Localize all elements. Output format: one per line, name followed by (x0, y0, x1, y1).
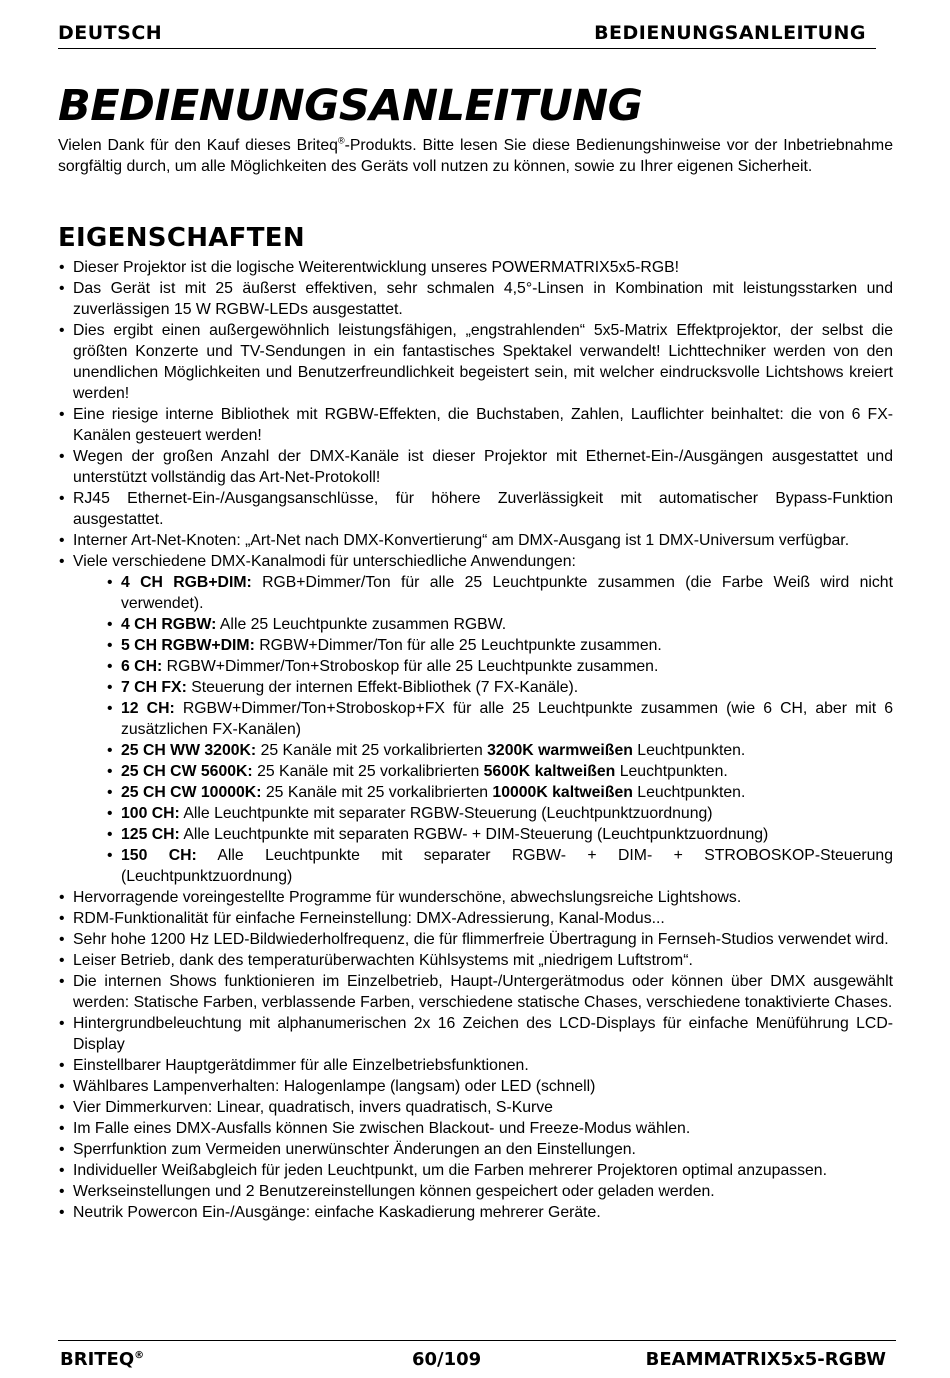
dmx-mode-description: Alle 25 Leuchtpunkte zusammen RGBW. (216, 616, 507, 633)
dmx-mode-description: RGBW+Dimmer/Ton für alle 25 Leuchtpunkte zusammen. (254, 637, 662, 654)
feature-item: • Individueller Weißabgleich für jeden Leuchtpunkt, um die Farben mehrerer Projektoren optimal anzupassen. (58, 1160, 893, 1181)
page-header (58, 22, 876, 49)
feature-item-modes (58, 551, 893, 887)
header-language: DEUTSCH (58, 22, 163, 44)
feature-item: • Leiser Betrieb, dank des temperaturüberwachten Kühlsystems mit „niedrigem Luftstrom“. (58, 950, 893, 971)
dmx-mode-description-end: Leuchtpunkten. (615, 763, 728, 780)
registered-mark: ® (134, 1350, 145, 1361)
dmx-mode-item (107, 761, 893, 782)
dmx-mode-description: 25 Kanäle mit 25 vorkalibrierten (256, 742, 488, 759)
page-footer (58, 1340, 896, 1371)
feature-item: • Vier Dimmerkurven: Linear, quadratisch, invers quadratisch, S-Kurve (58, 1097, 893, 1118)
feature-item: • Interner Art-Net-Knoten: „Art-Net nach DMX-Konvertierung“ am DMX-Ausgang ist 1 DMX-Universum verfügbar. (58, 530, 893, 551)
dmx-mode-label: 4 CH RGBW: (121, 616, 217, 633)
feature-item: • Wegen der großen Anzahl der DMX-Kanäle ist dieser Projektor mit Ethernet-Ein-/Ausgängen ausgestattet und unterstützt vollständig das Art-Net-Protokoll! (58, 446, 893, 488)
dmx-mode-item (107, 845, 893, 887)
page-number: 60/109 (412, 1349, 482, 1370)
footer-brand (60, 1349, 144, 1370)
feature-item: • Wählbares Lampenverhalten: Halogenlampe (langsam) oder LED (schnell) (58, 1076, 893, 1097)
feature-item: • Neutrik Powercon Ein-/Ausgänge: einfache Kaskadierung mehrerer Geräte. (58, 1202, 893, 1223)
dmx-mode-item (107, 782, 893, 803)
feature-item: • Sehr hohe 1200 Hz LED-Bildwiederholfrequenz, die für flimmerfreie Übertragung in Fernseh-Studios verwendet wird. (58, 929, 893, 950)
feature-item: • Dieser Projektor ist die logische Weiterentwicklung unseres POWERMATRIX5x5-RGB! (58, 257, 893, 278)
feature-item: • Eine riesige interne Bibliothek mit RGBW-Effekten, die Buchstaben, Zahlen, Lauflichter beinhaltet: die von 6 FX-Kanälen gesteuert werden! (58, 404, 893, 446)
dmx-mode-item (107, 677, 893, 698)
dmx-mode-label: 100 CH: (121, 805, 180, 822)
feature-item: • Einstellbarer Hauptgerätdimmer für alle Einzelbetriebsfunktionen. (58, 1055, 893, 1076)
dmx-mode-label: 6 CH: (121, 658, 163, 675)
feature-item: • Dies ergibt einen außergewöhnlich leistungsfähigen, „engstrahlenden“ 5x5-Matrix Effektprojektor, der selbst die größten Konzerte und TV-Sendungen in ein fantastisches Spektakel verwandelt! Lichttechniker werden von den unendlichen Möglichkeiten und Benutzerfreundlichkeit begeistert sein, mit welcher eindrucksvolle Lichtshows kreiert werden! (58, 320, 893, 404)
header-doc-type: BEDIENUNGSANLEITUNG (594, 22, 866, 44)
feature-item: • RDM-Funktionalität für einfache Ferneinstellung: DMX-Adressierung, Kanal-Modus... (58, 908, 893, 929)
dmx-mode-item (107, 824, 893, 845)
intro-text-start: Vielen Dank für den Kauf dieses Briteq (58, 137, 338, 154)
dmx-mode-description: Alle Leuchtpunkte mit separater RGBW- + DIM- + STROBOSKOP-Steuerung (Leuchtpunktzuordnung) (121, 847, 893, 885)
dmx-mode-highlight: 3200K warmweißen (487, 742, 633, 759)
dmx-mode-item (107, 803, 893, 824)
dmx-mode-description: 25 Kanäle mit 25 vorkalibrierten (261, 784, 493, 801)
dmx-mode-item (107, 635, 893, 656)
modes-intro: Viele verschiedene DMX-Kanalmodi für unterschiedliche Anwendungen: (73, 553, 576, 570)
feature-item: • Im Falle eines DMX-Ausfalls können Sie zwischen Blackout- und Freeze-Modus wählen. (58, 1118, 893, 1139)
intro-paragraph (58, 136, 893, 178)
dmx-mode-description: Steuerung der internen Effekt-Bibliothek (7 FX-Kanäle). (186, 679, 579, 696)
feature-item: • Hintergrundbeleuchtung mit alphanumerischen 2x 16 Zeichen des LCD-Displays für einfache Menüführung LCD-Display (58, 1013, 893, 1055)
dmx-mode-description: RGBW+Dimmer/Ton+Stroboskop+FX für alle 25 Leuchtpunkte zusammen (wie 6 CH, aber mit 6 zusätzlichen FX-Kanälen) (121, 700, 894, 738)
dmx-mode-label: 7 CH FX: (121, 679, 187, 696)
section-title: EIGENSCHAFTEN (58, 223, 305, 253)
dmx-mode-label: 125 CH: (121, 826, 180, 843)
dmx-mode-label: 25 CH CW 5600K: (121, 763, 253, 780)
registered-mark: ® (337, 135, 345, 146)
product-model: BEAMMATRIX5x5-RGBW (645, 1349, 886, 1370)
dmx-mode-highlight: 5600K kaltweißen (483, 763, 616, 780)
dmx-mode-description: Alle Leuchtpunkte mit separaten RGBW- + DIM-Steuerung (Leuchtpunktzuordnung) (179, 826, 769, 843)
feature-item: • Sperrfunktion zum Vermeiden unerwünschter Änderungen an den Einstellungen. (58, 1139, 893, 1160)
feature-item: • Die internen Shows funktionieren im Einzelbetrieb, Haupt-/Untergerätmodus oder können über DMX ausgewählt werden: Statische Farben, verblassende Farben, verschiedene statische Chases, verschiedene tonaktivierte Chases. (58, 971, 893, 1013)
dmx-mode-description: 25 Kanäle mit 25 vorkalibrierten (252, 763, 484, 780)
dmx-mode-item (107, 698, 893, 740)
dmx-modes-list (73, 572, 893, 887)
dmx-mode-description-end: Leuchtpunkten. (632, 784, 746, 801)
brand-name: BRITEQ (60, 1349, 135, 1370)
dmx-mode-label: 25 CH WW 3200K: (121, 742, 257, 759)
dmx-mode-item (107, 740, 893, 761)
dmx-mode-label: 5 CH RGBW+DIM: (121, 637, 255, 654)
dmx-mode-item (107, 656, 893, 677)
dmx-mode-description: RGB+Dimmer/Ton für alle 25 Leuchtpunkte zusammen (die Farbe Weiß wird nicht verwendet). (121, 574, 893, 612)
features-list (58, 257, 893, 1223)
page-title: BEDIENUNGSANLEITUNG (58, 81, 643, 131)
dmx-mode-description: RGBW+Dimmer/Ton+Stroboskop für alle 25 Leuchtpunkte zusammen. (162, 658, 659, 675)
feature-item: • Hervorragende voreingestellte Programme für wunderschöne, abwechslungsreiche Lightshows. (58, 887, 893, 908)
intro-text-end: -Produkts. Bitte lesen Sie diese Bedienungshinweise vor der Inbetriebnahme sorgfältig durch, um alle Möglichkeiten des Geräts voll nutzen zu können, sowie zu Ihrer eigenen Sicherheit. (58, 137, 894, 175)
feature-item: • Werkseinstellungen und 2 Benutzereinstellungen können gespeichert oder geladen werden. (58, 1181, 893, 1202)
dmx-mode-label: 25 CH CW 10000K: (121, 784, 262, 801)
dmx-mode-item (107, 614, 893, 635)
dmx-mode-description-end: Leuchtpunkten. (632, 742, 746, 759)
dmx-mode-description: Alle Leuchtpunkte mit separater RGBW-Steuerung (Leuchtpunktzuordnung) (179, 805, 713, 822)
dmx-mode-label: 12 CH: (121, 700, 175, 717)
feature-item: • RJ45 Ethernet-Ein-/Ausgangsanschlüsse, für höhere Zuverlässigkeit mit automatischer Bypass-Funktion ausgestattet. (58, 488, 893, 530)
dmx-mode-label: 150 CH: (121, 847, 197, 864)
dmx-mode-highlight: 10000K kaltweißen (492, 784, 633, 801)
dmx-mode-label: 4 CH RGB+DIM: (121, 574, 252, 591)
feature-item: • Das Gerät ist mit 25 äußerst effektiven, sehr schmalen 4,5°-Linsen in Kombination mit leistungsstarken und zuverlässigen 15 W RGBW-LEDs ausgestattet. (58, 278, 893, 320)
dmx-mode-item (107, 572, 893, 614)
